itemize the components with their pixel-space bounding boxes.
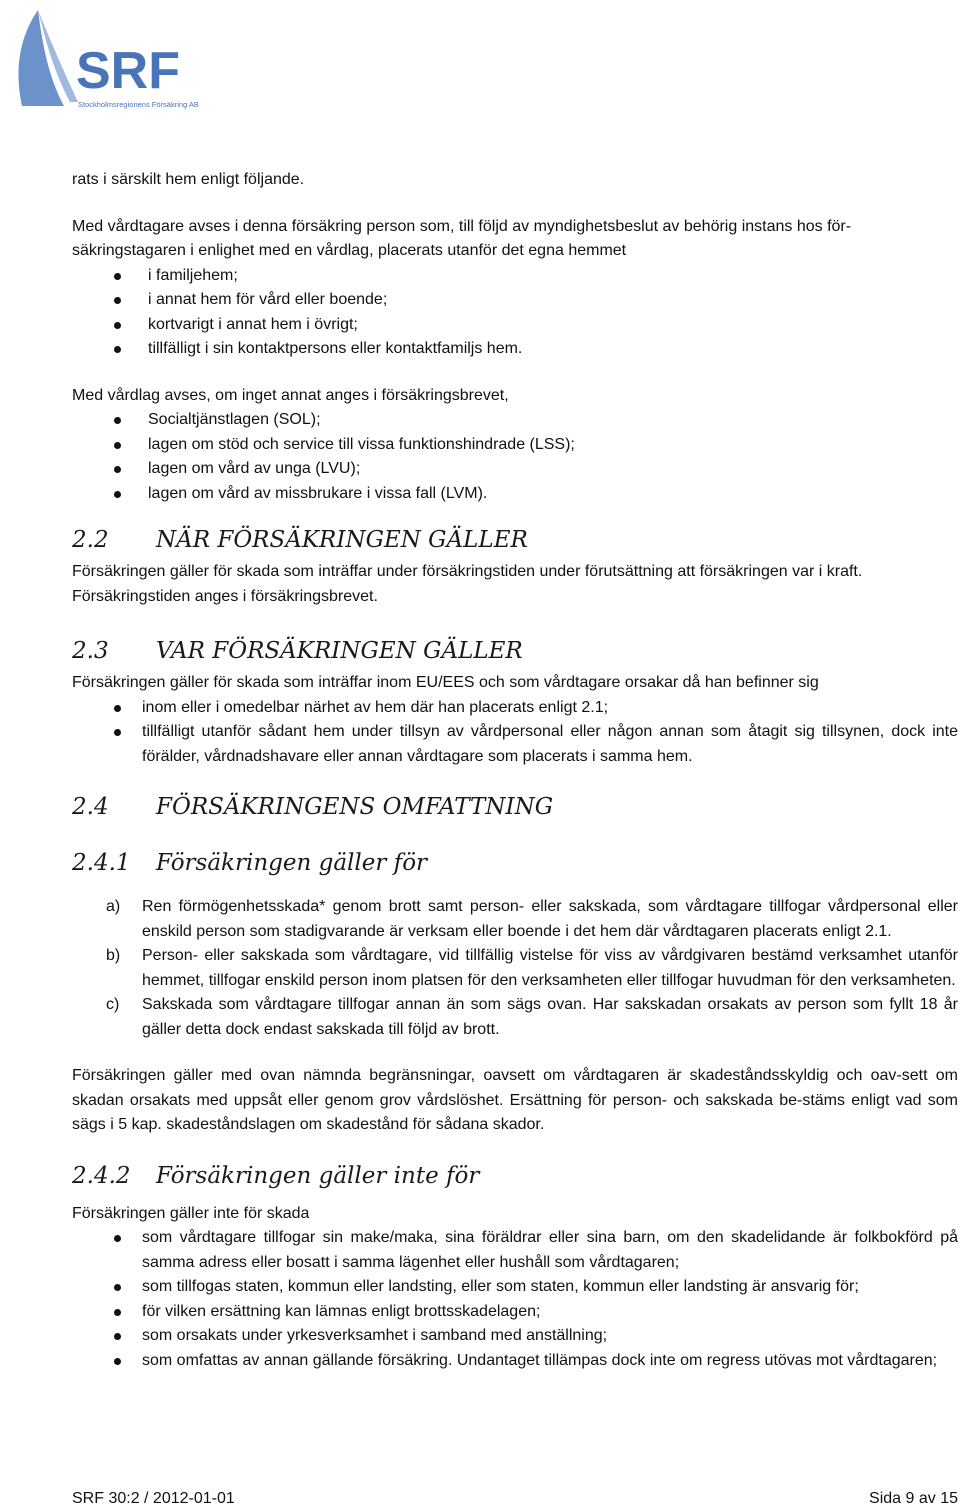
list-item: c) Sakskada som vårdtagare tillfogar annan än som sägs ovan. Har sakskadan orsakats av person som fyllt 18 år gäller detta dock endast sakskada till följd av brott. [106,996,958,1038]
coverage-list [72,895,958,1042]
page-footer [72,1487,958,1511]
page-number: Sida 9 av 15 [869,1490,958,1507]
list-item: a) Ren förmögenhetsskada* genom brott samt person- eller sakskada, som vårdtagare tillfogar vårdpersonal eller enskild person som stadigvarande är verksam eller boende i det hem där vårdtagaren placerats enligt 2.1. [106,898,958,940]
list-item: lagen om vård av unga (LVU); [72,457,958,482]
company-logo [8,6,208,110]
list-item: i annat hem för vård eller boende; [72,288,958,313]
bullet-icon [114,705,121,712]
vardlag-definition: Med vårdlag avses, om inget annat anges i försäkringsbrevet, [72,386,509,404]
law-list [72,408,958,506]
list-item: som tillfogas staten, kommun eller landsting, eller som staten, kommun eller landsting är ansvarig för; [72,1275,958,1300]
location-list [72,696,958,770]
list-item: tillfälligt i sin kontaktpersons eller kontaktfamiljs hem. [72,337,958,362]
list-item: tillfälligt utanför sådant hem under tillsyn av vårdpersonal eller någon annan som åtagit sig tillsynen, dock inte förälder, vårdnadshavare eller annan vårdtagare som placerats i samma hem. [72,720,958,769]
section-2-3-text: Försäkringen gäller för skada som inträffar inom EU/EES och som vårdtagare orsakar då han befinner sig [72,674,819,691]
bullet-icon [114,322,121,329]
list-item: som omfattas av annan gällande försäkring. Undantaget tillämpas dock inte om regress utövas mot vårdtagaren; [72,1349,958,1374]
bullet-icon [114,1284,121,1291]
bullet-icon [114,729,121,736]
list-item: som vårdtagare tillfogar sin make/maka, sina föräldrar eller sina barn, om den skadelidande är folkbokförd på samma adress eller bosatt i samma lägenhet eller hushåll som vårdtagaren; [72,1226,958,1275]
list-item: lagen om stöd och service till vissa funktionshindrade (LSS); [72,433,958,458]
document-id: SRF 30:2 / 2012-01-01 [72,1490,235,1507]
section-heading-2-4-2: 2.4.2 Försäkringen gäller inte för [72,1162,480,1189]
bullet-icon [114,491,121,498]
placement-list [72,264,958,362]
exclusion-list [72,1226,958,1373]
list-item: i familjehem; [72,264,958,289]
section-heading-2-2: 2.2 NÄR FÖRSÄKRINGEN GÄLLER [72,527,528,553]
section-heading-2-4: 2.4 FÖRSÄKRINGENS OMFATTNING [72,794,554,820]
bullet-icon [114,442,121,449]
section-2-4-1-text: Försäkringen gäller med ovan nämnda begränsningar, oavsett om vårdtagaren är skadeståndsskyldig och oav-sett om skadan orsakats med uppsåt eller genom grov vårdslöshet. Ersättning för person- och sakskada be-stäms enligt vad som sägs i 5 kap. skadeståndslagen om skadestånd för sådana skador. [72,1067,958,1133]
list-item: b) Person- eller sakskada som vårdtagare, vid tillfällig vistelse för viss av vårdgivaren bestämd verksamhet utanför hemmet, tillfogar enskild person inom platsen för den verksamheten eller tillfogar huvudman för den verksamheten. [106,947,958,989]
list-item: Socialtjänstlagen (SOL); [72,408,958,433]
bullet-icon [114,273,121,280]
bullet-icon [114,417,121,424]
bullet-icon [114,297,121,304]
intro-text: rats i särskilt hem enligt följande. [72,171,305,188]
bullet-icon [114,1333,121,1340]
bullet-icon [114,1235,121,1242]
section-heading-2-4-1: 2.4.1 Försäkringen gäller för [72,850,428,876]
list-item: kortvarigt i annat hem i övrigt; [72,313,958,338]
bullet-icon [114,1358,121,1365]
document-body [72,168,958,1373]
section-2-4-2-text: Försäkringen gäller inte för skada [72,1204,310,1222]
bullet-icon [114,1309,121,1316]
vardtagare-definition: Med vårdtagare avses i denna försäkring person som, till följd av myndighetsbeslut av behörig instans hos för-säkringstagaren i enlighet med en vårdlag, placerats utanför det egna hemmet [72,217,852,259]
bullet-icon [114,346,121,353]
svg-text:SRF: SRF [76,42,180,100]
list-item: inom eller i omedelbar närhet av hem där han placerats enligt 2.1; [72,696,958,721]
section-heading-2-3: 2.3 VAR FÖRSÄKRINGEN GÄLLER [72,638,523,664]
svg-text:Stockholmsregionens Försäkring: Stockholmsregionens Försäkring AB [78,100,199,109]
list-item: som orsakats under yrkesverksamhet i samband med anställning; [72,1324,958,1349]
bullet-icon [114,466,121,473]
list-item: för vilken ersättning kan lämnas enligt brottsskadelagen; [72,1300,958,1325]
section-2-2-text: Försäkringen gäller för skada som inträffar under försäkringstiden under förutsättning att försäkringen var i kraft. Försäkringstiden anges i försäkringsbrevet. [72,563,863,605]
list-item: lagen om vård av missbrukare i vissa fall (LVM). [72,482,958,507]
